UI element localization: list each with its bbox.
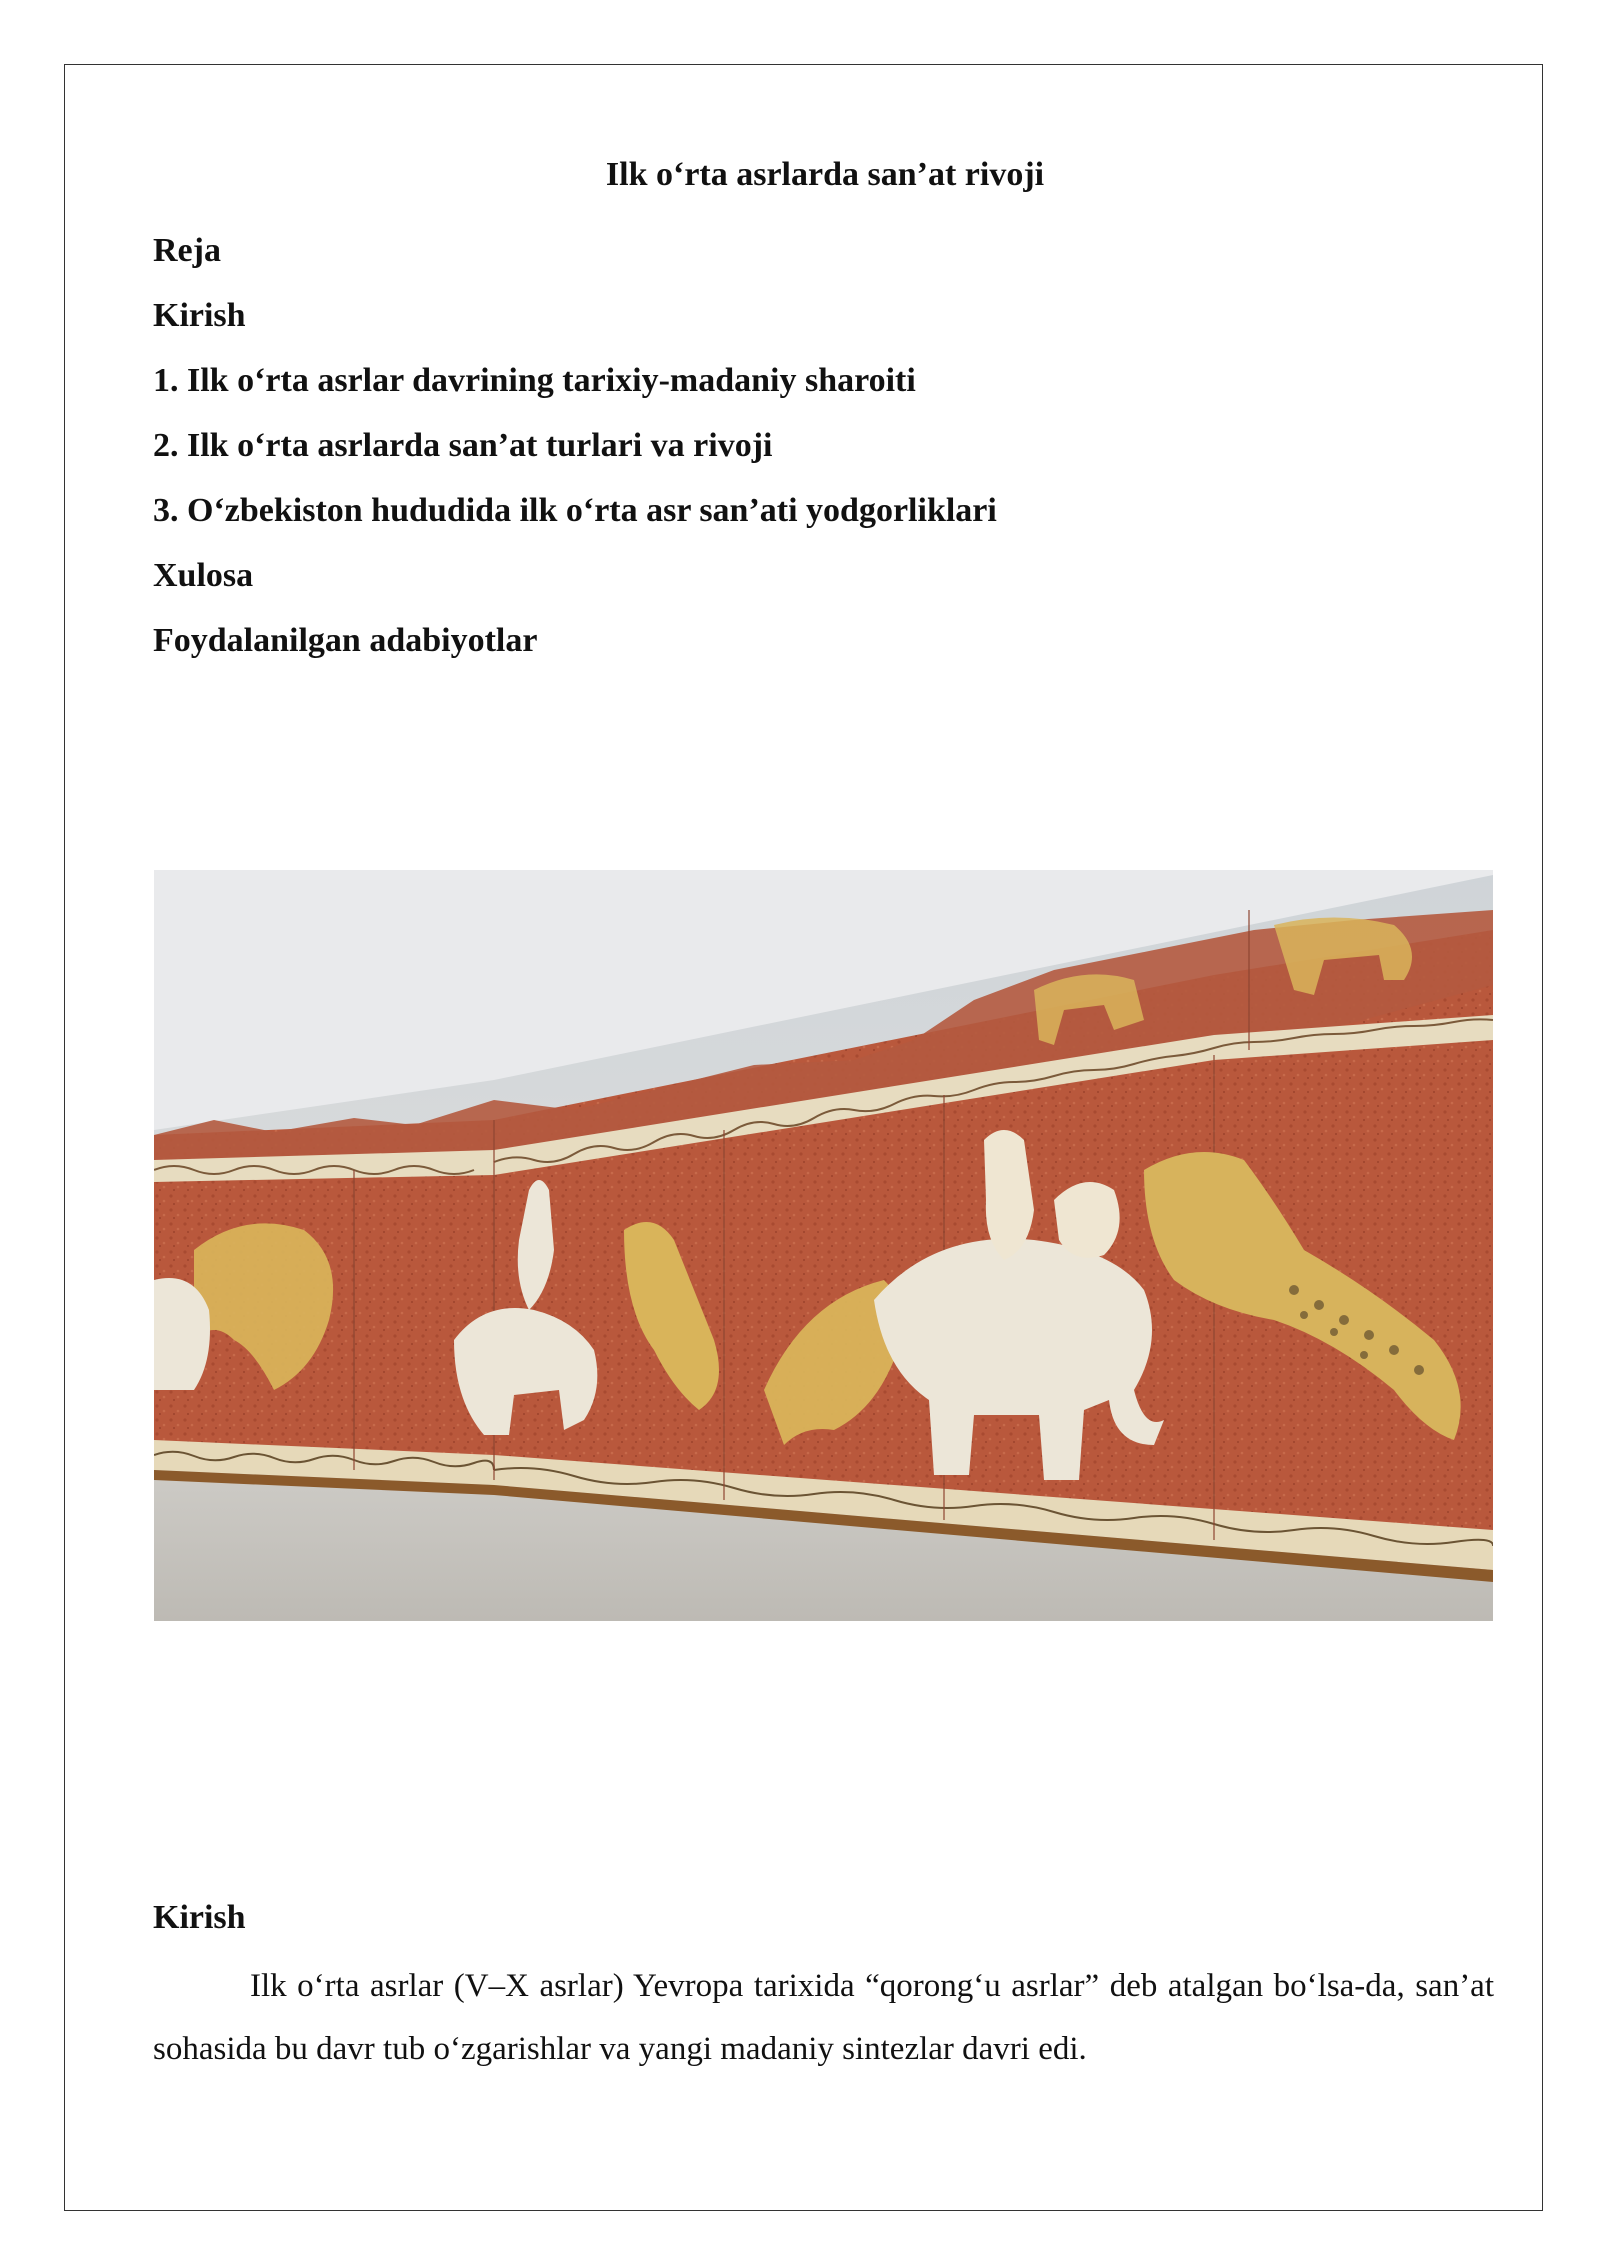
- plan-heading: Reja: [153, 232, 221, 269]
- section-heading: Kirish: [153, 1899, 246, 1936]
- plan-list: [153, 218, 1493, 673]
- plan-item-conclusion: Xulosa: [153, 557, 254, 594]
- plan-item-1: 1. Ilk o‘rta asrlar davrining tarixiy-madaniy sharoiti: [153, 362, 916, 399]
- mural-photo: [154, 870, 1493, 1621]
- plan-item-3: 3. O‘zbekiston hududida ilk o‘rta asr san’ati yodgorliklari: [153, 492, 997, 529]
- plan-item-2: 2. Ilk o‘rta asrlarda san’at turlari va rivoji: [153, 427, 773, 464]
- section-paragraph: Ilk o‘rta asrlar (V–X asrlar) Yevropa tarixida “qorong‘u asrlar” deb atalgan bo‘lsa-da, san’at sohasida bu davr tub o‘zgarishlar va yangi madaniy sintezlar davri edi.: [153, 1968, 1494, 2067]
- plan-item-introduction: Kirish: [153, 297, 246, 334]
- document-title: Ilk o‘rta asrlarda san’at rivoji: [605, 156, 1045, 193]
- plan-item-references: Foydalanilgan adabiyotlar: [153, 622, 538, 659]
